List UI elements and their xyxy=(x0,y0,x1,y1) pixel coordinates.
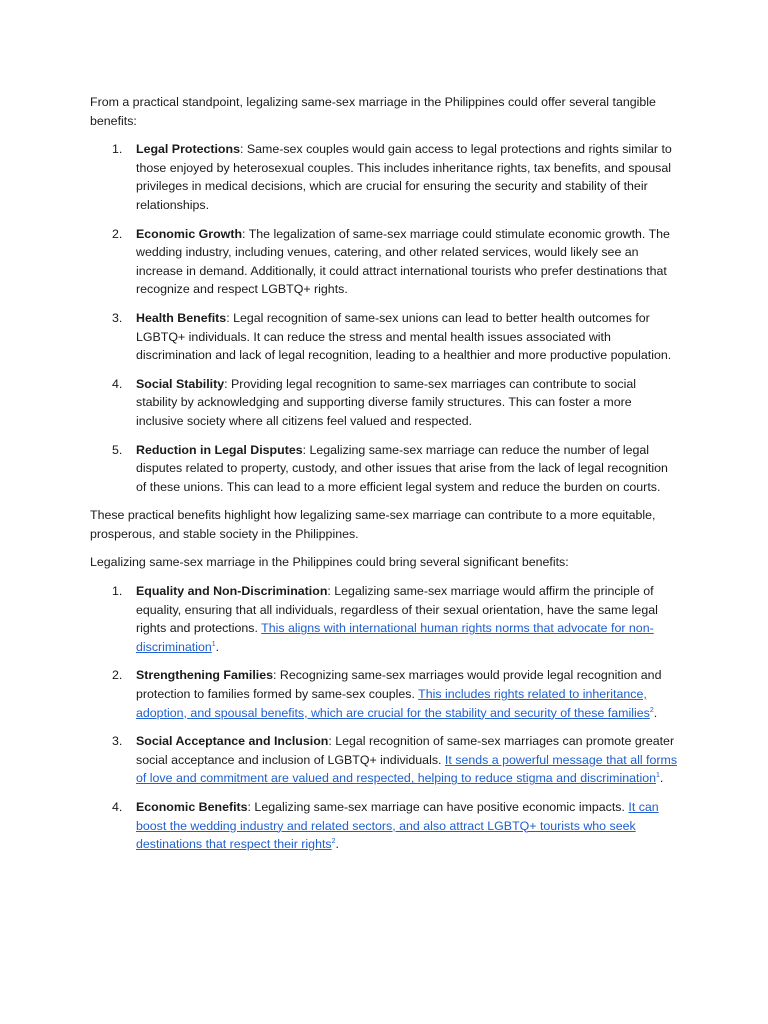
list-number: 5. xyxy=(112,442,123,457)
list-number: 3. xyxy=(112,310,123,325)
item-end: . xyxy=(653,705,658,720)
item-text: : Legal recognition of same-sex marriages can promote greater social acceptance and inclusion of LGBTQ+ individuals. xyxy=(136,734,675,767)
item-term: Economic Growth xyxy=(136,226,243,241)
list-number: 4. xyxy=(112,376,123,391)
document-page xyxy=(90,93,680,864)
list-item xyxy=(90,666,680,722)
list-item xyxy=(90,441,680,497)
item-term: Health Benefits xyxy=(136,310,227,325)
practical-benefits-list xyxy=(90,140,680,496)
item-text: : Recognizing same-sex marriages would provide legal recognition and protection to families formed by same-sex couples. xyxy=(136,668,662,702)
item-end: . xyxy=(335,837,339,852)
item-term: Social Acceptance and Inclusion xyxy=(136,734,329,749)
footnote-ref[interactable]: 2 xyxy=(331,838,336,846)
list-item xyxy=(90,375,680,431)
list-number: 2. xyxy=(112,668,123,683)
significant-benefits-list xyxy=(90,582,680,854)
item-text: : Legalizing same-sex marriage can have positive economic impacts. xyxy=(247,800,629,814)
citation-link[interactable]: It sends a powerful message that all forms of love and commitment are valued and respected, helping to reduce stigma and discrimination xyxy=(136,752,678,786)
footnote-ref[interactable]: 1 xyxy=(211,640,216,648)
list-item xyxy=(90,140,680,214)
citation-link[interactable]: This includes rights related to inheritance, adoption, and spousal benefits, which are crucial for the stability and security of these families xyxy=(136,687,650,720)
item-term: Social Stability xyxy=(136,376,225,391)
footnote-ref[interactable]: 2 xyxy=(649,706,654,714)
item-term: Strengthening Families xyxy=(136,668,274,683)
list-number: 3. xyxy=(112,734,123,749)
list-item xyxy=(90,582,680,656)
list-number: 1. xyxy=(112,584,123,599)
section1-conclusion: These practical benefits highlight how legalizing same-sex marriage can contribute to a more equitable, prosperous, and stable society in the Philippines. xyxy=(90,508,656,541)
item-text: : Providing legal recognition to same-sex marriages can contribute to social stability by acknowledging and supporting diverse family structures. This can foster a more inclusive society where all citizens feel valued and respected. xyxy=(136,376,636,428)
list-item xyxy=(90,732,680,788)
item-term: Equality and Non-Discrimination xyxy=(136,584,328,599)
item-text: : Same-sex couples would gain access to legal protections and rights similar to those enjoyed by heterosexual couples. This includes inheritance rights, tax benefits, and spousal privileges in medical decisions, which are crucial for ensuring the security and stability of their relationships. xyxy=(136,142,672,212)
item-text: : The legalization of same-sex marriage could stimulate economic growth. The wedding industry, including venues, catering, and other related services, would likely see an increase in demand. Additionally, it could attract international tourists who prefer destinations that recognize and respect LGBTQ+ rights. xyxy=(136,226,670,297)
list-item xyxy=(90,798,680,854)
item-text: : Legalizing same-sex marriage can reduce the number of legal disputes related to property, custody, and other issues that arise from the lack of legal recognition of these unions. This can lead to a more efficient legal system and reduce the burden on courts. xyxy=(136,442,668,494)
section2-intro: Legalizing same-sex marriage in the Philippines could bring several significant benefits: xyxy=(90,555,569,570)
list-number: 1. xyxy=(112,142,123,157)
citation-link[interactable]: This aligns with international human rights norms that advocate for non-discrimination xyxy=(136,621,654,654)
item-term: Economic Benefits xyxy=(136,800,248,814)
item-end: . xyxy=(659,771,664,786)
list-number: 2. xyxy=(112,226,123,241)
list-item xyxy=(90,225,680,299)
item-term: Legal Protections xyxy=(136,142,240,157)
citation-link[interactable]: It can boost the wedding industry and related sectors, and also attract LGBTQ+ tourists who seek destinations that respect their rights xyxy=(136,800,659,852)
item-text: : Legal recognition of same-sex unions can lead to better health outcomes for LGBTQ+ individuals. It can reduce the stress and mental health issues associated with discrimination and lack of legal recognition, leading to a healthier and more productive population. xyxy=(136,310,672,363)
footnote-ref[interactable]: 1 xyxy=(656,772,660,780)
item-term: Reduction in Legal Disputes xyxy=(136,442,303,457)
list-item xyxy=(90,309,680,365)
item-text: : Legalizing same-sex marriage would affirm the principle of equality, ensuring that all individuals, regardless of their sexual orientation, have the same legal rights and protections. xyxy=(136,584,658,636)
item-end: . xyxy=(215,639,220,654)
section1-intro: From a practical standpoint, legalizing same-sex marriage in the Philippines could offer several tangible benefits: xyxy=(90,95,656,128)
list-number: 4. xyxy=(112,800,123,814)
